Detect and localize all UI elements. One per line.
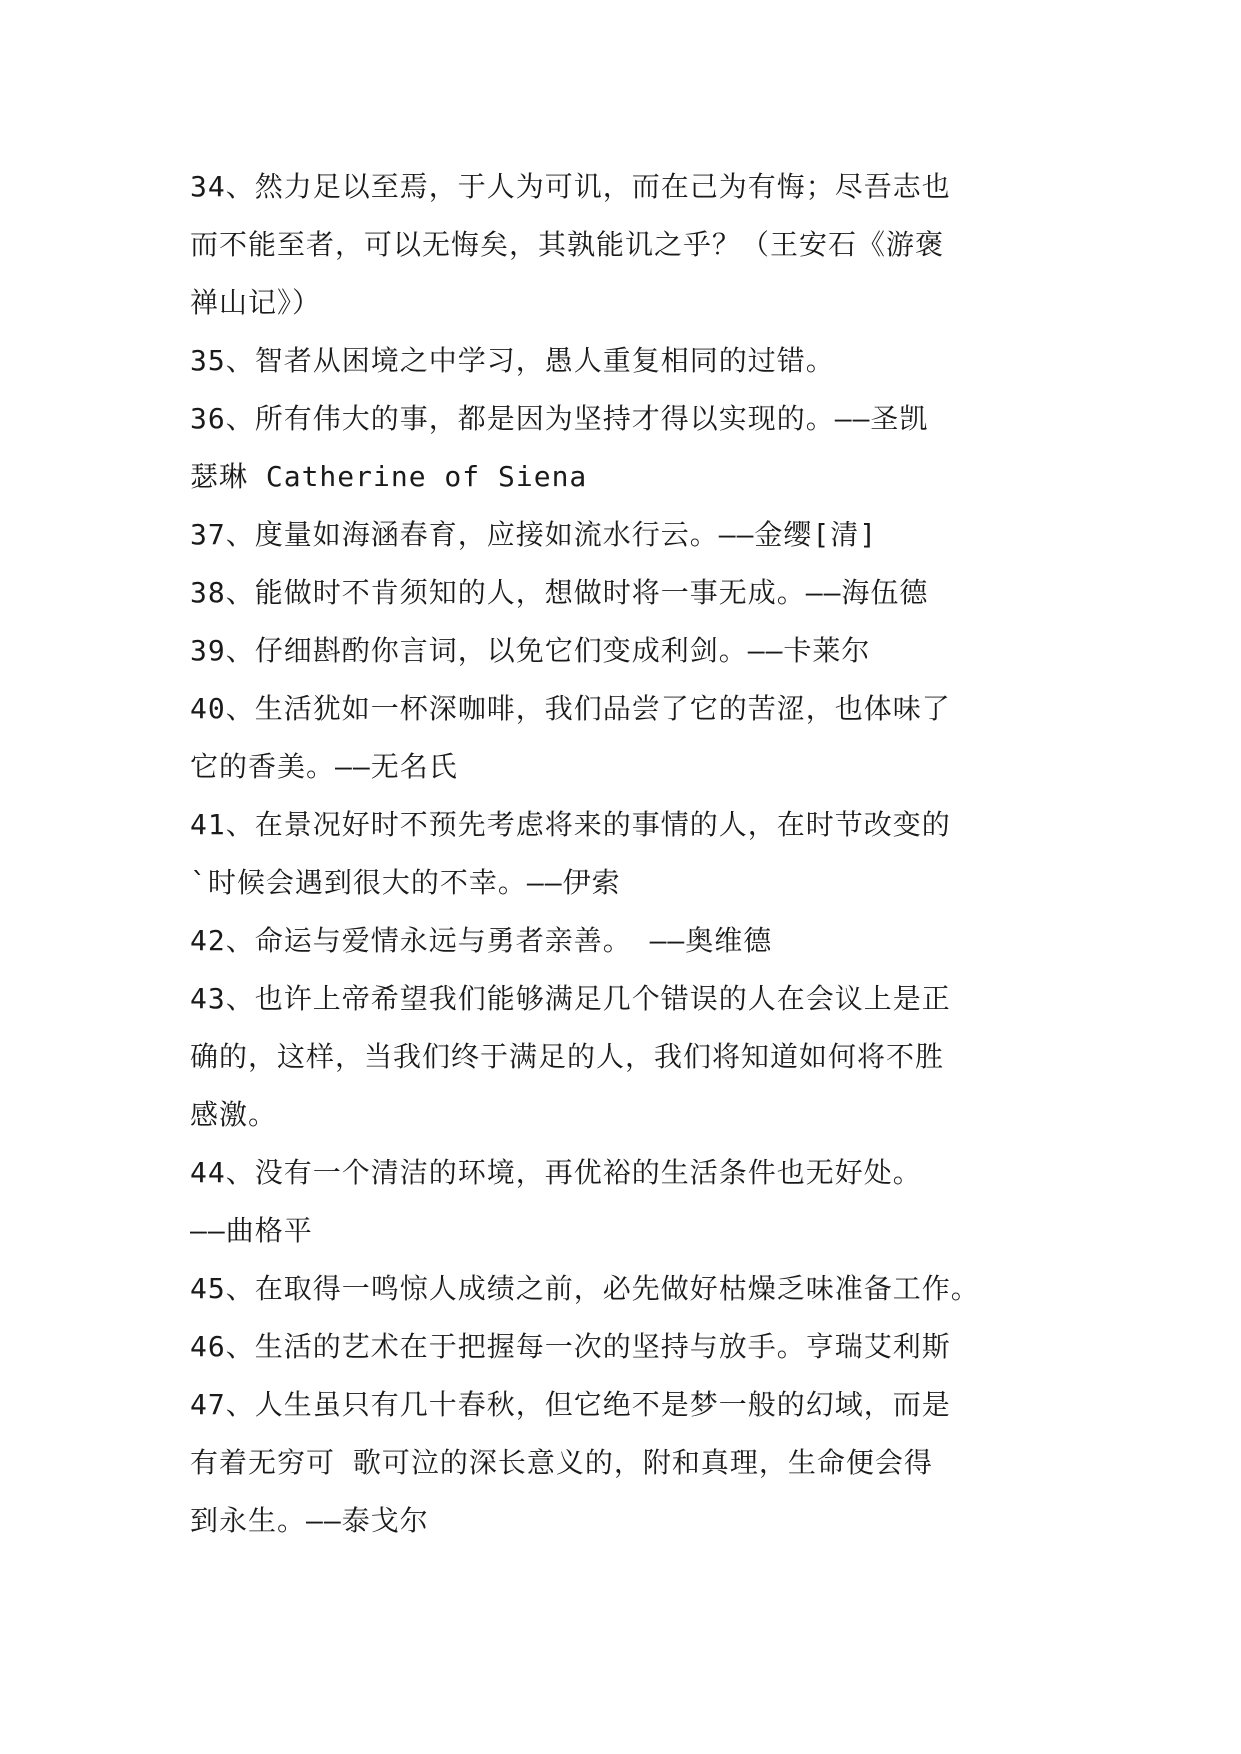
text-line: 到永生。——泰戈尔 [190, 1504, 429, 1537]
text-line: 43、也许上帝希望我们能够满足几个错误的人在会议上是正 [190, 982, 951, 1015]
text-line: 37、度量如海涵春育，应接如流水行云。——金缨[清] [190, 518, 878, 551]
text-line: 44、没有一个清洁的环境，再优裕的生活条件也无好处。 [190, 1156, 922, 1189]
text-line: 38、能做时不肯须知的人，想做时将一事无成。——海伍德 [190, 576, 929, 609]
text-line: 46、生活的艺术在于把握每一次的坚持与放手。亨瑞艾利斯 [190, 1330, 951, 1363]
text-line: 34、然力足以至焉，于人为可讥，而在己为有悔；尽吾志也 [190, 170, 951, 203]
text-line: 45、在取得一鸣惊人成绩之前，必先做好枯燥乏味准备工作。 [190, 1272, 980, 1305]
text-line: 它的香美。——无名氏 [190, 750, 458, 783]
text-line: 40、生活犹如一杯深咖啡，我们品尝了它的苦涩，也体味了 [190, 692, 951, 725]
text-line: 有着无穷可 歌可泣的深长意义的，附和真理，生命便会得 [190, 1446, 933, 1479]
text-line: 39、仔细斟酌你言词，以免它们变成利剑。——卡莱尔 [190, 634, 871, 667]
text-line: ——曲格平 [190, 1214, 313, 1247]
text-line: 而不能至者，可以无悔矣，其孰能讥之乎？（王安石《游褒 [190, 228, 945, 261]
text-line: 35、智者从困境之中学习，愚人重复相同的过错。 [190, 344, 835, 377]
text-line: 47、人生虽只有几十春秋，但它绝不是梦一般的幻域，而是 [190, 1388, 951, 1421]
text-line: 36、所有伟大的事，都是因为坚持才得以实现的。——圣凯 [190, 402, 929, 435]
text-line: 感激。 [190, 1098, 278, 1131]
text-line: 41、在景况好时不预先考虑将来的事情的人，在时节改变的 [190, 808, 951, 841]
text-line: 42、命运与爱情永远与勇者亲善。 ——奥维德 [190, 924, 773, 957]
text-line: 瑟琳 Catherine of Siena [190, 460, 588, 493]
text-line: `时候会遇到很大的不幸。——伊索 [190, 866, 621, 899]
quotes-text-block [190, 158, 1070, 1550]
text-line: 禅山记》） [190, 286, 322, 319]
text-line: 确的，这样，当我们终于满足的人，我们将知道如何将不胜 [190, 1040, 945, 1073]
